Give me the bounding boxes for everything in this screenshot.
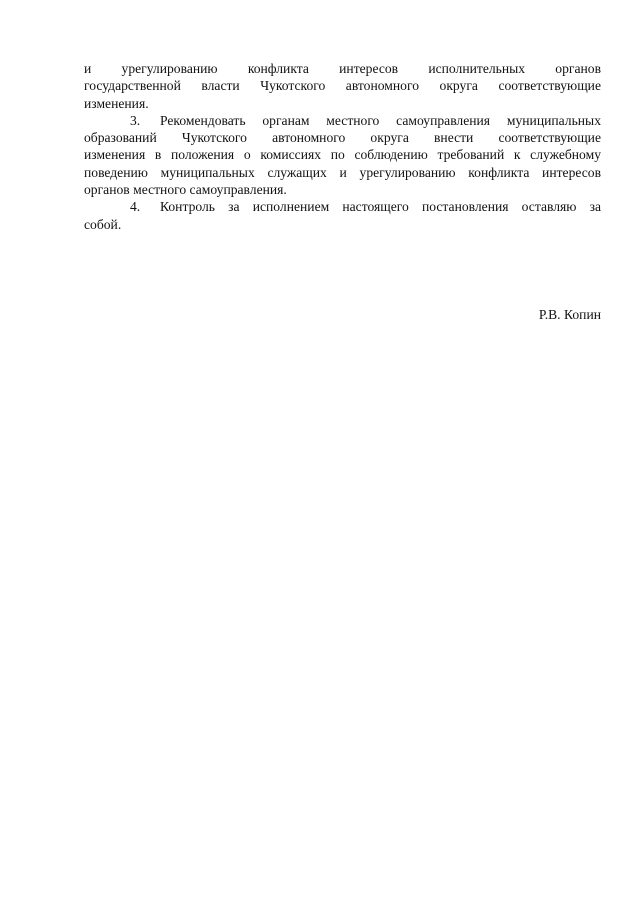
paragraph-line: изменения.: [84, 95, 149, 111]
paragraph-3: [84, 112, 601, 198]
paragraph-line: государственной власти Чукотского автономного округа соответствующие: [84, 78, 601, 94]
paragraph-line-text: Контроль за исполнением настоящего постановления оставляю за: [160, 199, 601, 215]
paragraph-line: изменения в положения о комиссиях по соблюдению требований к служебному: [84, 147, 601, 163]
paragraph-line: собой.: [84, 216, 122, 232]
paragraph-continued: [84, 60, 601, 112]
paragraph-line-text: Рекомендовать органам местного самоуправления муниципальных: [160, 112, 601, 128]
signature-name: Р.В. Копин: [538, 307, 601, 322]
paragraph-first-line: [84, 198, 601, 215]
paragraph-number: 4.: [130, 199, 141, 215]
paragraph-line: органов местного самоуправления.: [84, 182, 287, 198]
paragraph-line: поведению муниципальных служащих и урегулированию конфликта интересов: [84, 164, 601, 180]
paragraph-line: образований Чукотского автономного округа внести соответствующие: [84, 130, 601, 146]
paragraph-4: [84, 198, 601, 233]
paragraph-first-line: [84, 112, 601, 129]
paragraph-number: 3.: [130, 112, 141, 128]
paragraph-line: и урегулированию конфликта интересов исполнительных органов: [84, 61, 601, 76]
document-body: [84, 60, 601, 233]
